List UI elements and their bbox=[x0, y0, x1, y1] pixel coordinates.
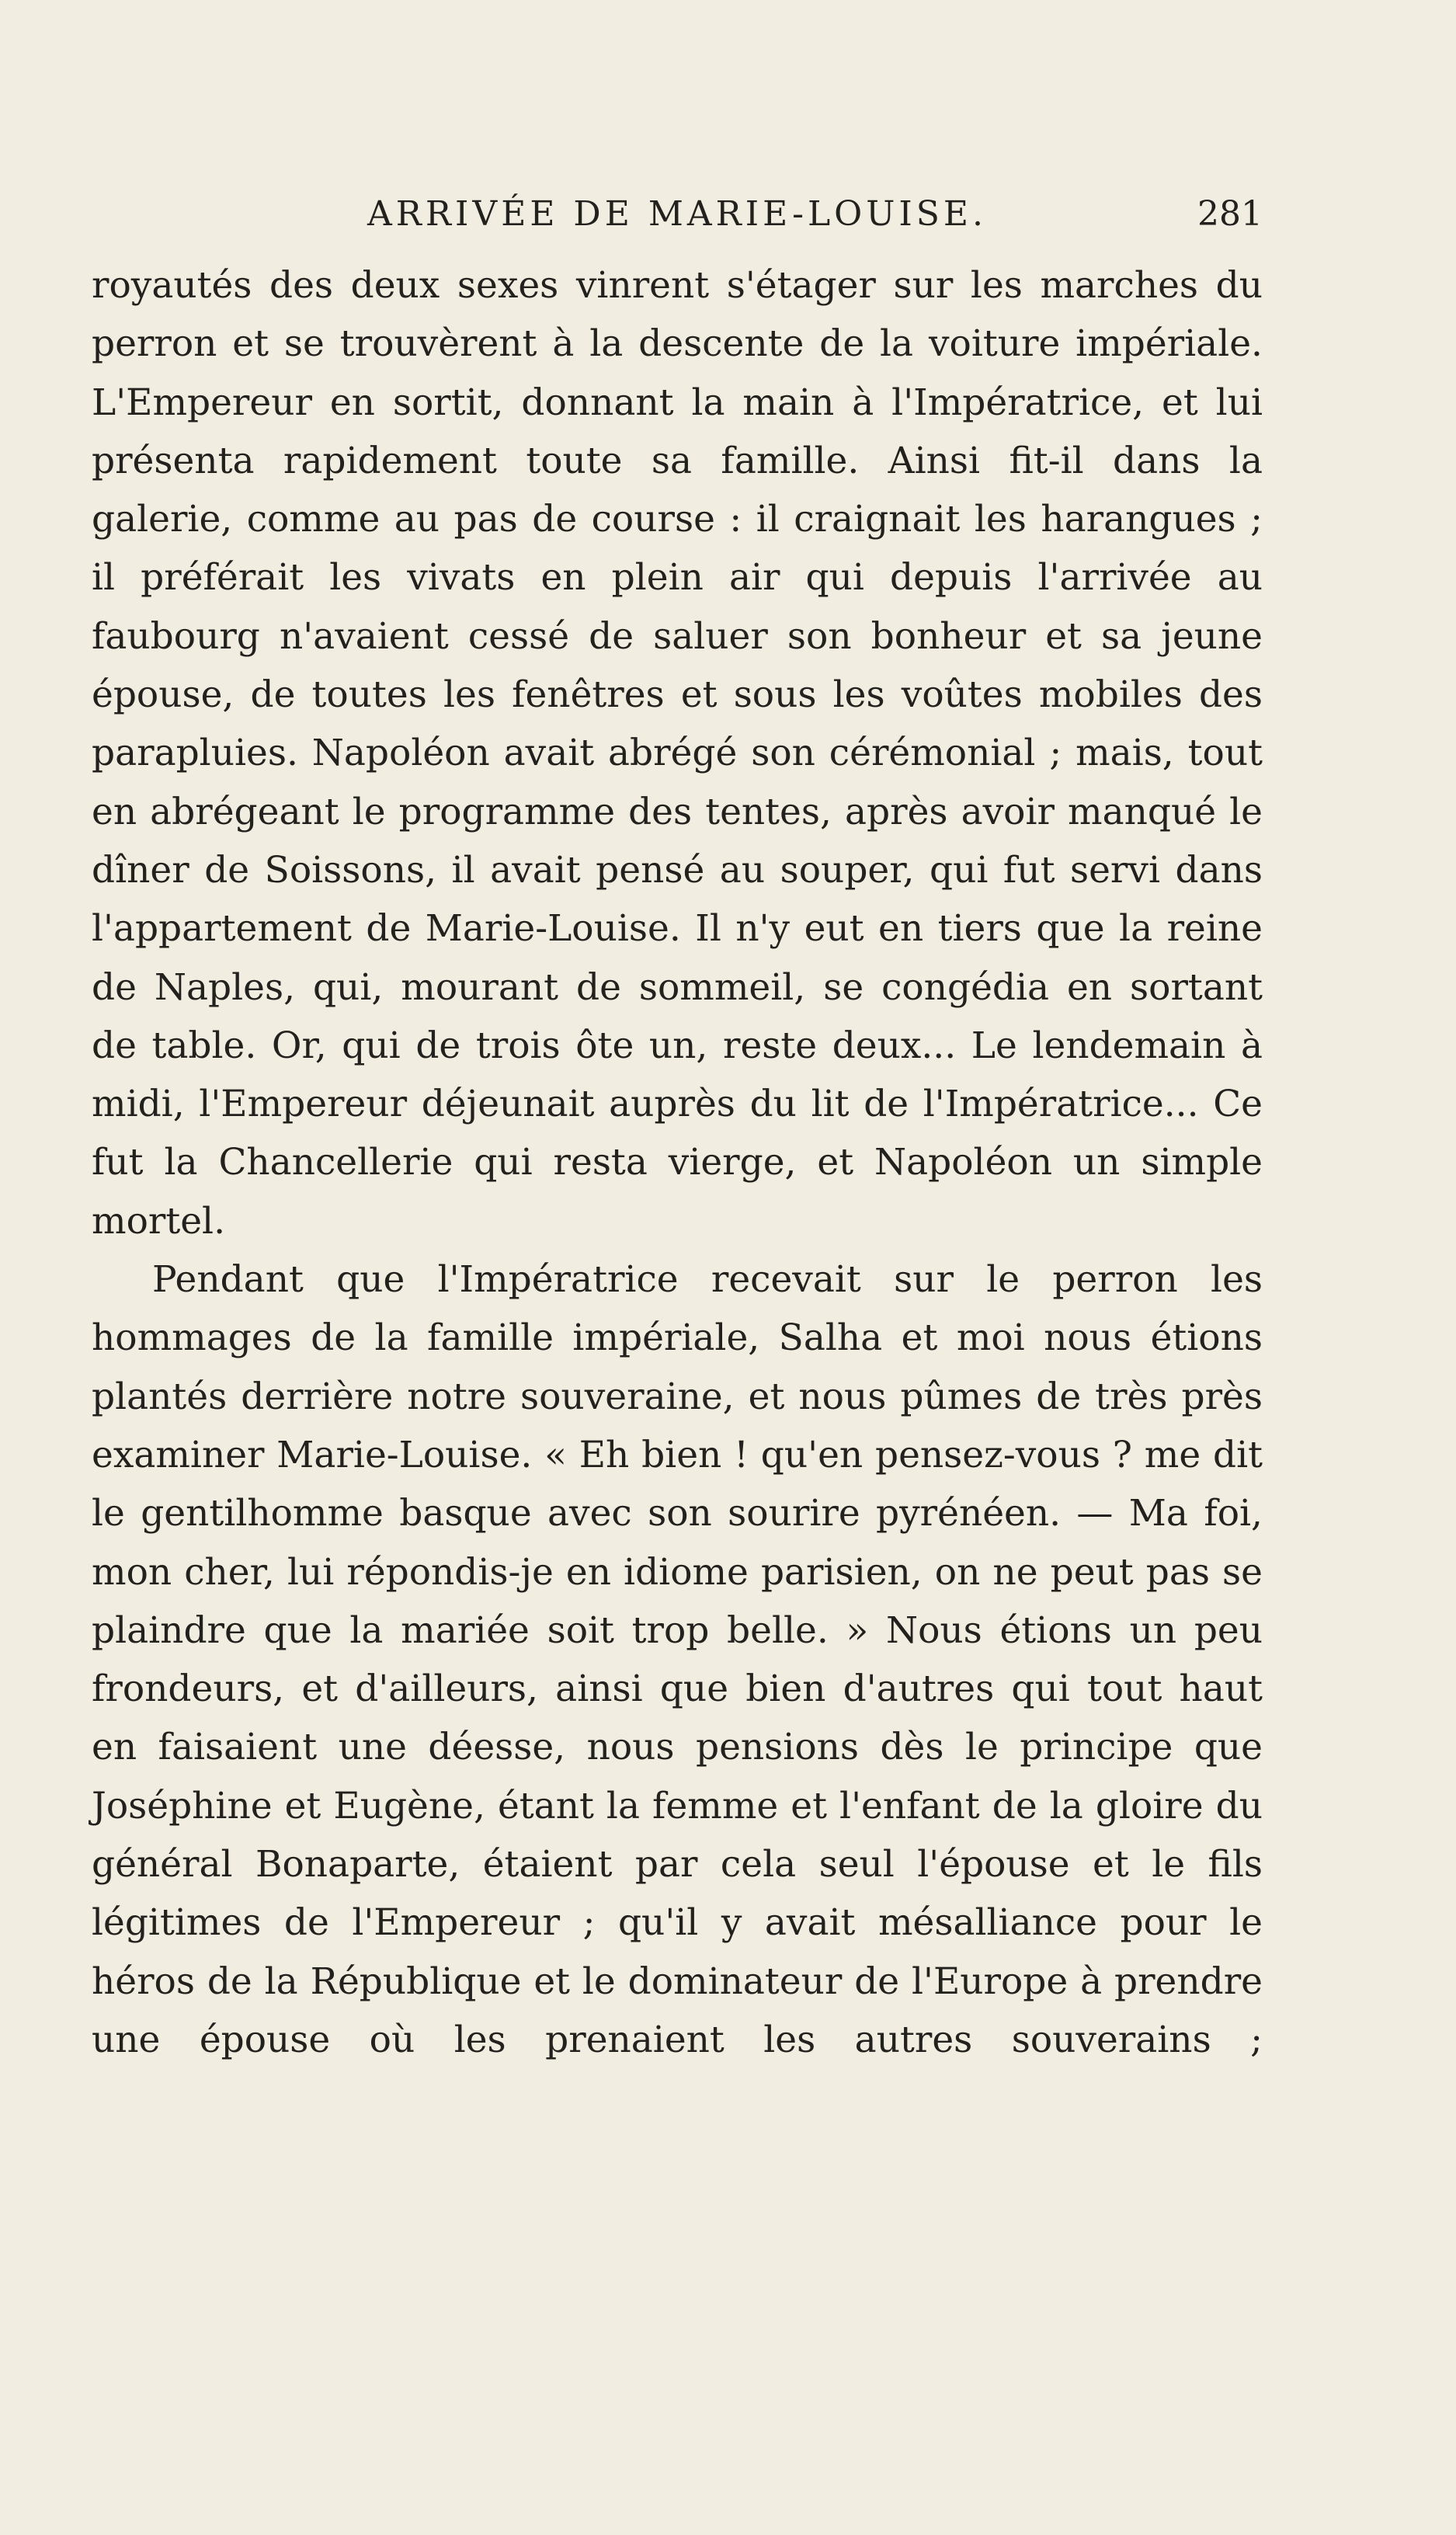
body-text bbox=[92, 256, 1263, 2069]
running-title: ARRIVÉE DE MARIE-LOUISE. bbox=[367, 194, 987, 234]
paragraph: Pendant que l'Impératrice recevait sur le perron les hommages de la famille impériale, Salha et moi nous étions plantés derrière notre souveraine, et nous pûmes de très près examiner Marie-Louise. « Eh bien ! qu'en pensez-vous ? me dit le gentilhomme basque avec son sourire pyrénéen. — Ma foi, mon cher, lui répondis-je en idiome parisien, on ne peut pas se plaindre que la mariée soit trop belle. » Nous étions un peu frondeurs, et d'ailleurs, ainsi que bien d'autres qui tout haut en faisaient une déesse, nous pensions dès le principe que Joséphine et Eugène, étant la femme et l'enfant de la gloire du général Bonaparte, étaient par cela seul l'épouse et le fils légitimes de l'Empereur ; qu'il y avait mésalliance pour le héros de la République et le dominateur de l'Europe à prendre une épouse où les prenaient les autres souverains ; bbox=[92, 1258, 1263, 2061]
page-header bbox=[92, 191, 1263, 238]
page-number: 281 bbox=[1197, 194, 1263, 234]
paragraph: royautés des deux sexes vinrent s'étager sur les marches du perron et se trouvèrent à la descente de la voiture impériale. L'Empereur en sortit, donnant la main à l'Impératrice, et lui présenta rapidement toute sa famille. Ainsi fit-il dans la galerie, comme au pas de course : il craignait les harangues ; il préférait les vivats en plein air qui depuis l'arrivée au faubourg n'avaient cessé de saluer son bonheur et sa jeune épouse, de toutes les fenêtres et sous les voûtes mobiles des parapluies. Napoléon avait abrégé son cérémonial ; mais, tout en abrégeant le programme des tentes, après avoir manqué le dîner de Soissons, il avait pensé au souper, qui fut servi dans l'appartement de Marie-Louise. Il n'y eut en tiers que la reine de Naples, qui, mourant de sommeil, se congédia en sortant de table. Or, qui de trois ôte un, reste deux... Le lendemain à midi, l'Empereur déjeunait auprès du lit de l'Impératrice... Ce fut la Chancellerie qui resta vierge, et Napoléon un simple mortel. bbox=[92, 264, 1263, 1243]
